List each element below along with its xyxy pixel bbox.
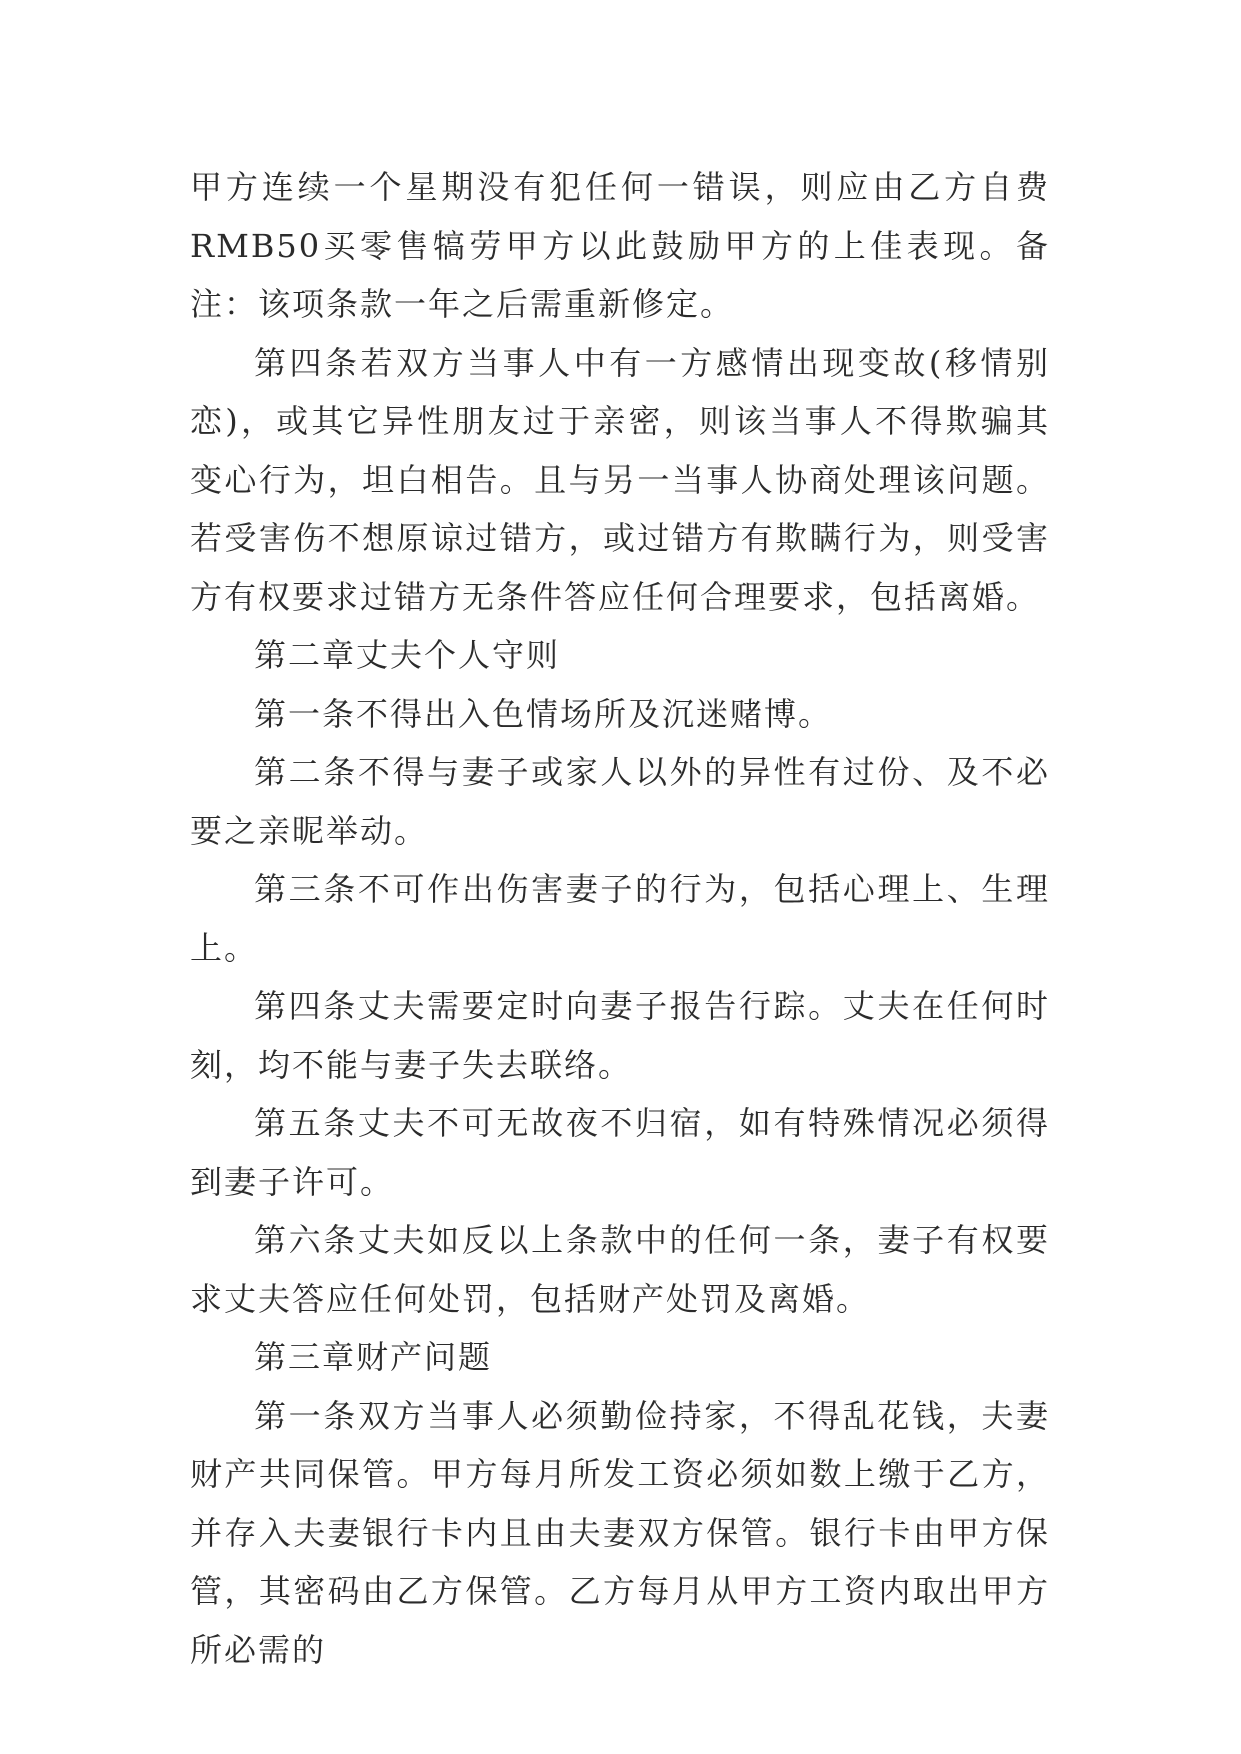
paragraph-ch2-article-3: 第三条不可作出伤害妻子的行为，包括心理上、生理上。 — [190, 870, 1050, 967]
document-body — [190, 158, 1050, 1679]
paragraph-ch2-article-5: 第五条丈夫不可无故夜不归宿，如有特殊情况必须得到妻子许可。 — [190, 1104, 1050, 1201]
paragraph-article-4: 第四条若双方当事人中有一方感情出现变故(移情别恋)，或其它异性朋友过于亲密，则该当事人不得欺骗其变心行为，坦白相告。且与另一当事人协商处理该问题。若受害伤不想原谅过错方，或过错方有欺瞒行为，则受害方有权要求过错方无条件答应任何合理要求，包括离婚。 — [190, 343, 1050, 616]
paragraph-continuation: 甲方连续一个星期没有犯任何一错误，则应由乙方自费RMB50买零售犒劳甲方以此鼓励甲方的上佳表现。备注：该项条款一年之后需重新修定。 — [190, 168, 1050, 323]
paragraph-ch3-article-1: 第一条双方当事人必须勤俭持家，不得乱花钱，夫妻财产共同保管。甲方每月所发工资必须如数上缴于乙方，并存入夫妻银行卡内且由夫妻双方保管。银行卡由甲方保管，其密码由乙方保管。乙方每月从甲方工资内取出甲方所必需的 — [190, 1396, 1050, 1669]
paragraph-ch2-article-4: 第四条丈夫需要定时向妻子报告行踪。丈夫在任何时刻，均不能与妻子失去联络。 — [190, 987, 1050, 1084]
chapter-heading-2: 第二章丈夫个人守则 — [254, 636, 561, 674]
chapter-heading-3: 第三章财产问题 — [254, 1338, 493, 1376]
paragraph-ch2-article-6: 第六条丈夫如反以上条款中的任何一条，妻子有权要求丈夫答应任何处罚，包括财产处罚及离婚。 — [190, 1221, 1050, 1318]
paragraph-ch2-article-2: 第二条不得与妻子或家人以外的异性有过份、及不必要之亲昵举动。 — [190, 753, 1050, 850]
paragraph-ch2-article-1: 第一条不得出入色情场所及沉迷赌博。 — [254, 694, 833, 733]
